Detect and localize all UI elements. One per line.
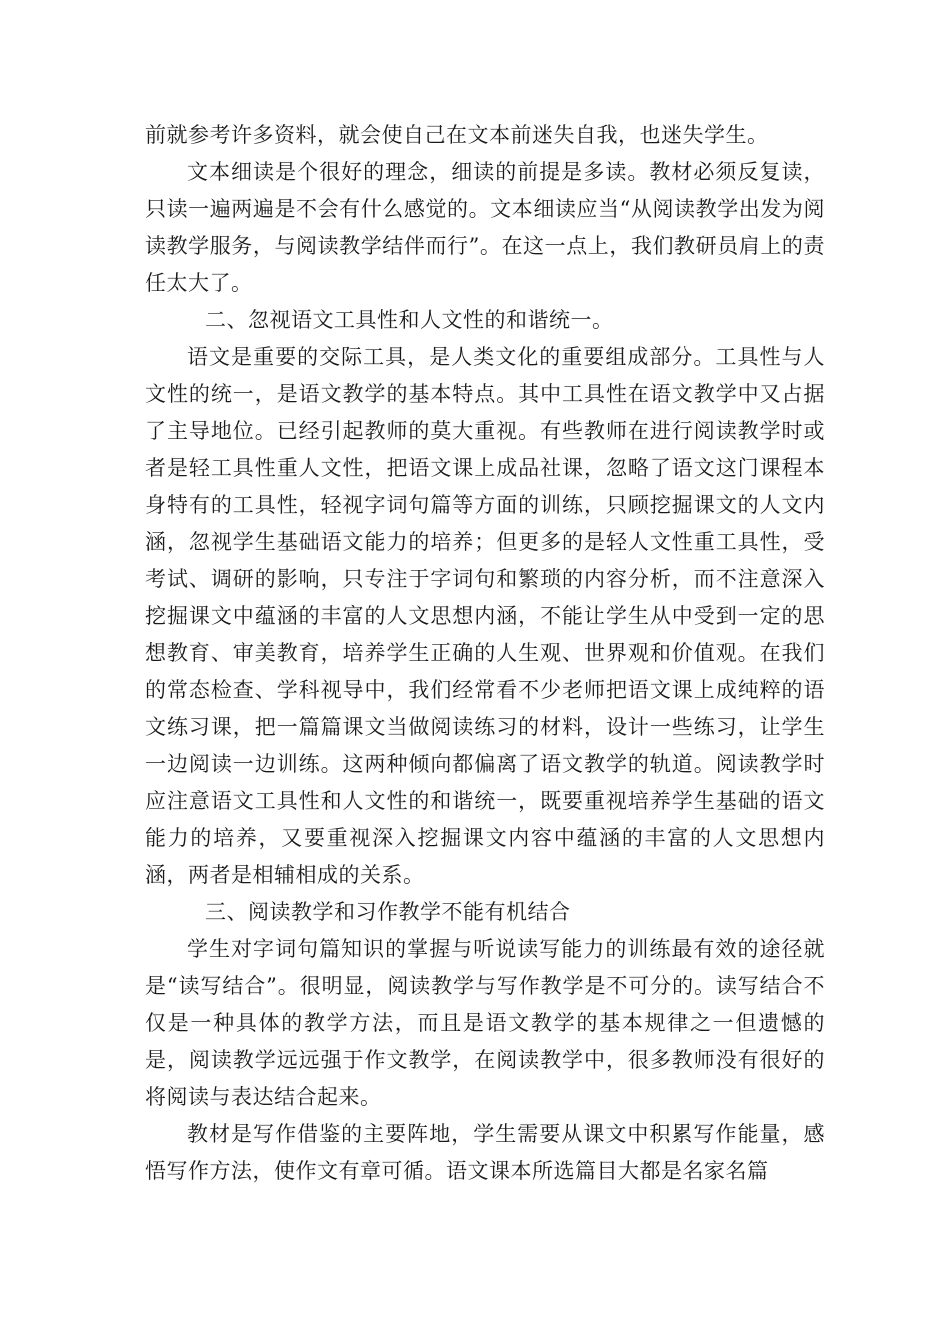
section-heading-2: 二、忽视语文工具性和人文性的和谐统一。 [205,308,614,332]
paragraph-reading-writing: 学生对字词句篇知识的掌握与听说读写能力的训练最有效的途径就是“读写结合”。很明显，阅读教学与写作教学是不可分的。读写结合不仅是一种具体的教学方法，而且是语文教学的基本规律之一但遗憾的是，阅读教学远远强于作文教学，在阅读教学中，很多教师没有很好的将阅读与表达结合起来。 [145,937,825,1109]
paragraph-text-reading: 文本细读是个很好的理念，细读的前提是多读。教材必须反复读，只读一遍两遍是不会有什么感觉的。文本细读应当“从阅读教学出发为阅读教学服务，与阅读教学结伴而行”。在这一点上，我们教研员肩上的责任太大了。 [145,160,825,295]
section-heading-3: 三、阅读教学和习作教学不能有机结合 [205,900,571,924]
paragraph-continuation: 前就参考许多资料，就会使自己在文本前迷失自我，也迷失学生。 [145,123,769,147]
paragraph-textbook: 教材是写作借鉴的主要阵地，学生需要从课文中积累写作能量，感悟写作方法，使作文有章可循。语文课本所选篇目大都是名家名篇 [145,1122,825,1183]
paragraph-tool-humanity: 语文是重要的交际工具，是人类文化的重要组成部分。工具性与人文性的统一，是语文教学的基本特点。其中工具性在语文教学中又占据了主导地位。已经引起教师的莫大重视。有些教师在进行阅读教学时或者是轻工具性重人文性，把语文课上成品社课，忽略了语文这门课程本身特有的工具性，轻视字词句篇等方面的训练，只顾挖掘课文的人文内涵，忽视学生基础语文能力的培养；但更多的是轻人文性重工具性，受考试、调研的影响，只专注于字词句和繁琐的内容分析，而不注意深入挖掘课文中蕴涵的丰富的人文思想内涵，不能让学生从中受到一定的思想教育、审美教育，培养学生正确的人生观、世界观和价值观。在我们的常态检查、学科视导中，我们经常看不少老师把语文课上成纯粹的语文练习课，把一篇篇课文当做阅读练习的材料，设计一些练习，让学生一边阅读一边训练。这两种倾向都偏离了语文教学的轨道。阅读教学时应注意语文工具性和人文性的和谐统一，既要重视培养学生基础的语文能力的培养，又要重视深入挖掘课文内容中蕴涵的丰富的人文思想内涵，两者是相辅相成的关系。 [145,345,825,887]
document-body [145,117,825,1190]
